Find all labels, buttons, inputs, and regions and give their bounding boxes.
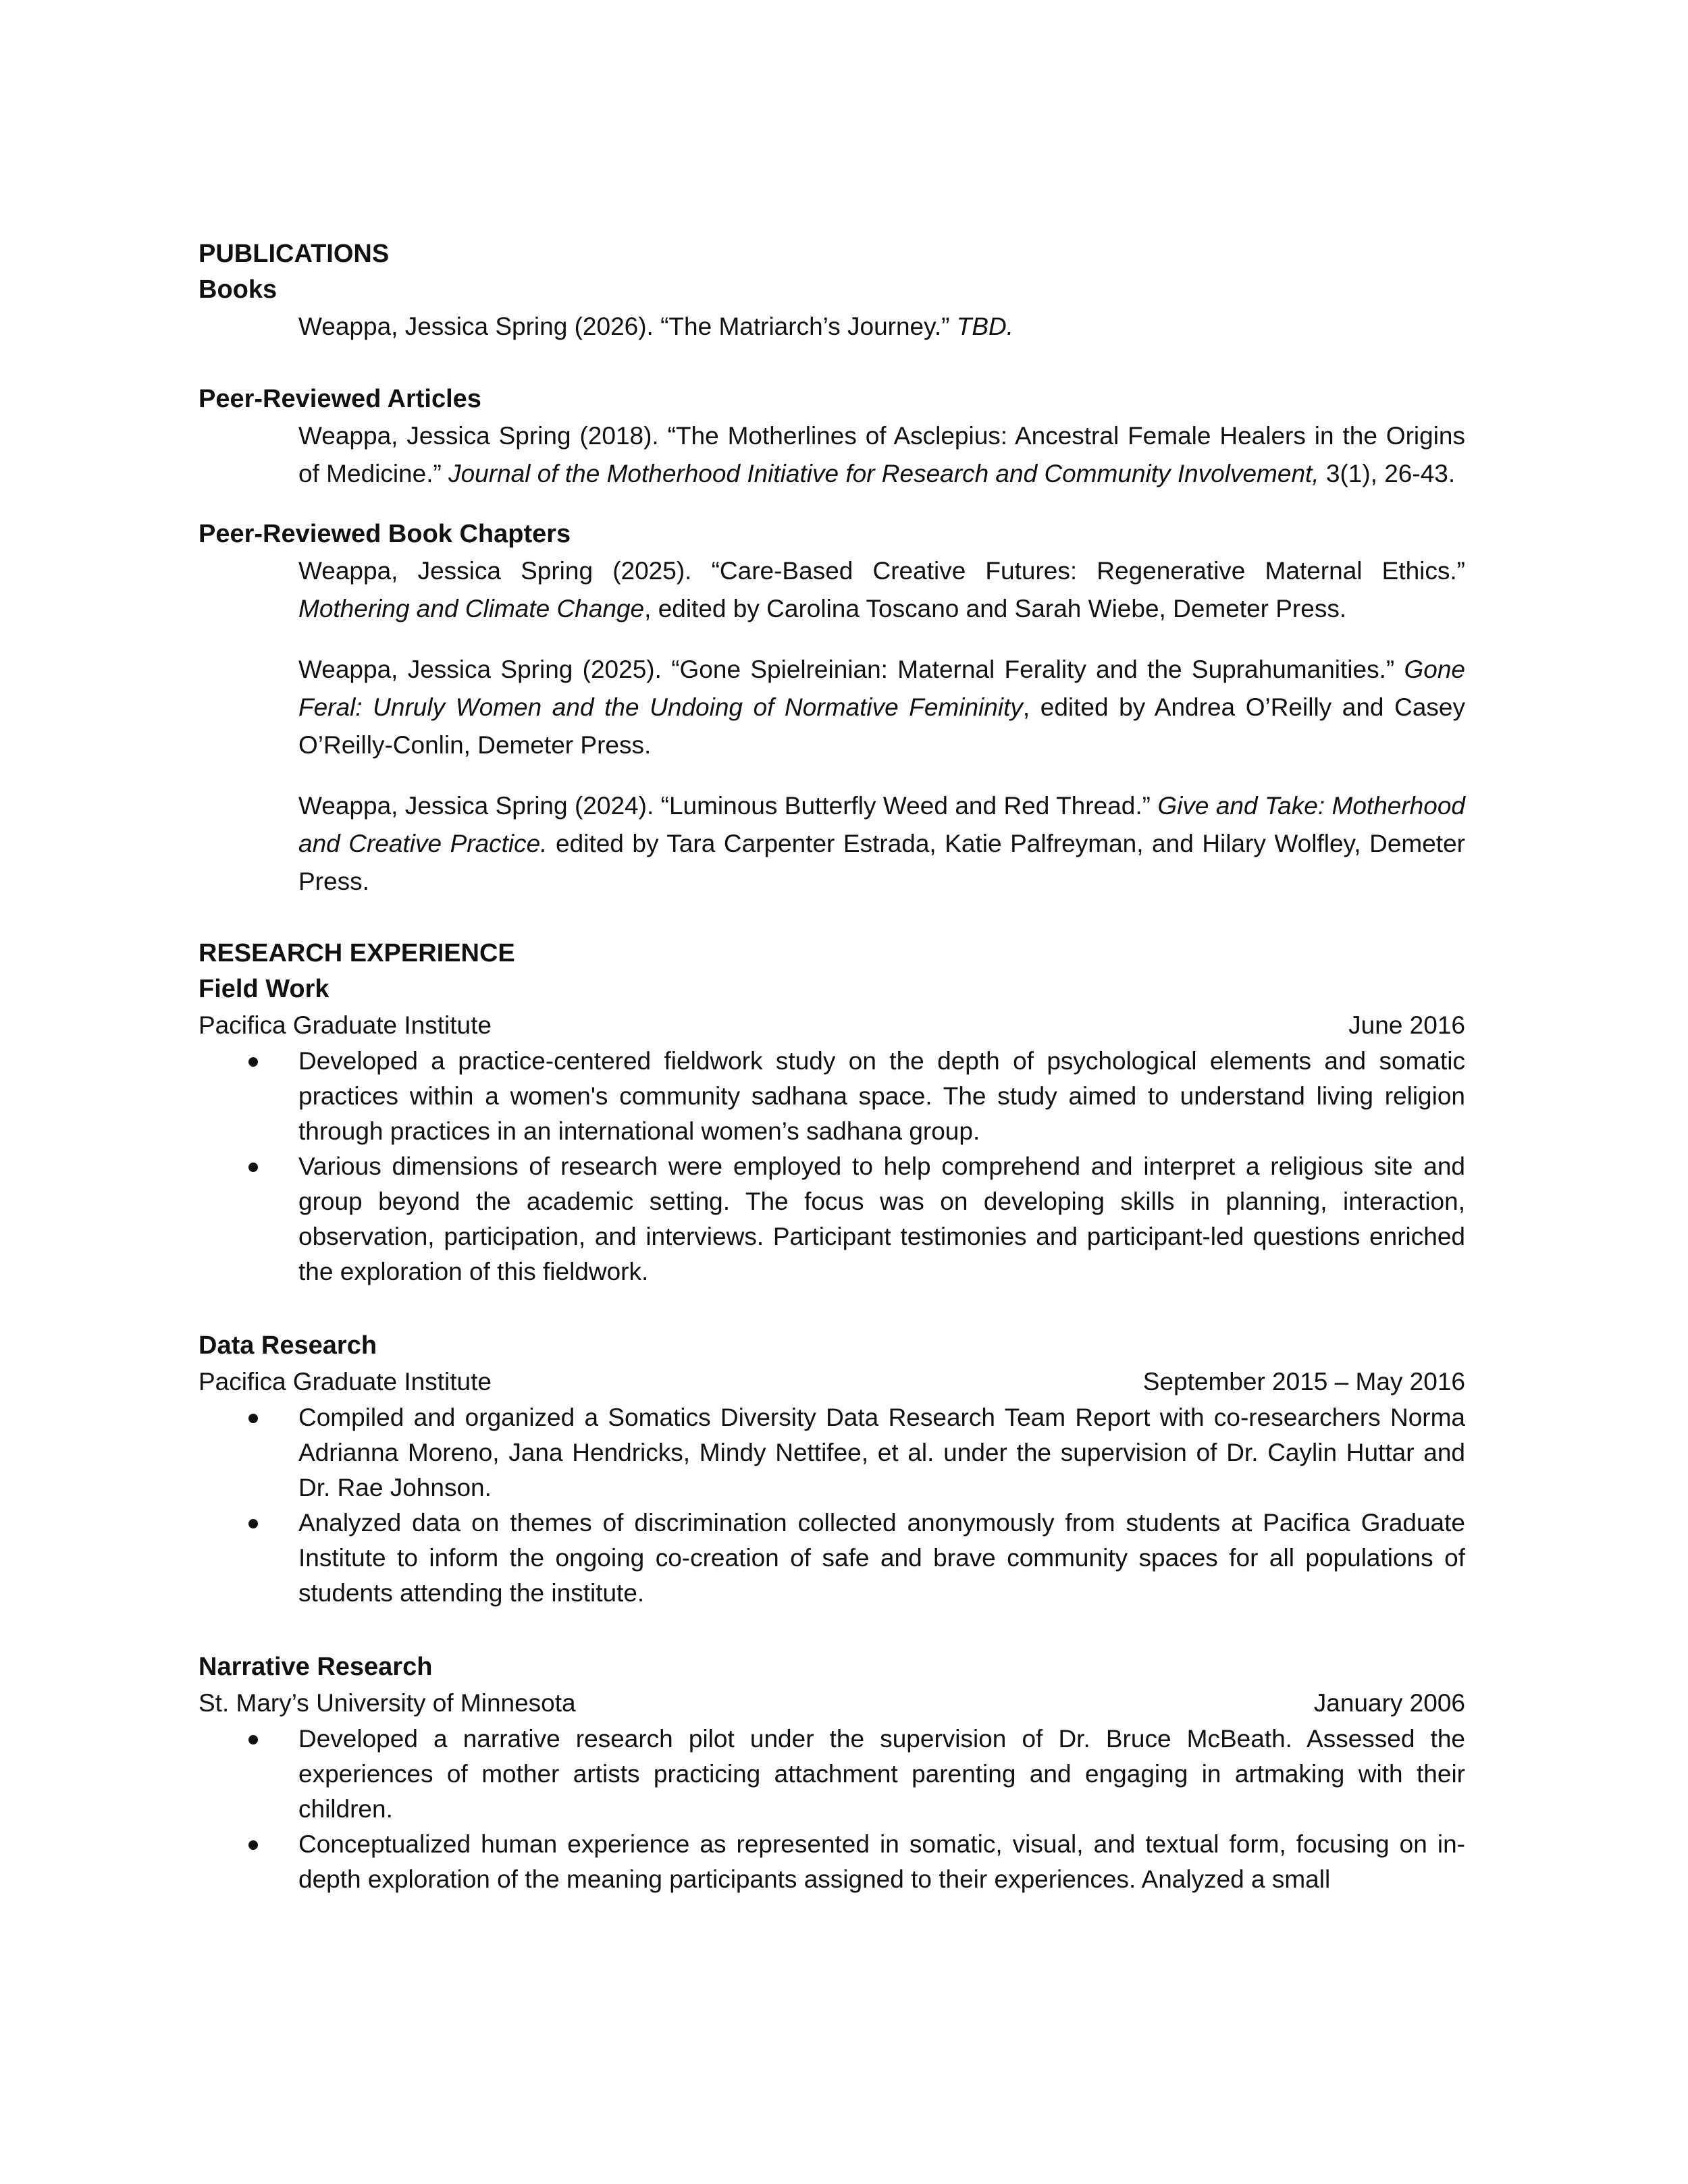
list-item: Analyzed data on themes of discrimination collected anonymously from students at Pacifica Graduate Institute to inform the ongoing co-creation of safe and brave community spaces for all populations of students attending the institute. (199, 1506, 1465, 1611)
chapter-entry: Weappa, Jessica Spring (2025). “Care-Based Creative Futures: Regenerative Maternal Ethics.” Mothering and Climate Change, edited by Carolina Toscano and Sarah Wiebe, Demeter Press. (298, 557, 1465, 622)
publications-heading: PUBLICATIONS (199, 240, 390, 268)
narrative-research-org-row (199, 1685, 1465, 1722)
bullet-icon (248, 1414, 258, 1423)
institution: Pacifica Graduate Institute (199, 1011, 492, 1039)
list-item: Conceptualized human experience as represented in somatic, visual, and textual form, focusing on in-depth exploration of the meaning participants assigned to their experiences. Analyzed a small (199, 1827, 1465, 1897)
data-research-org-row (199, 1364, 1465, 1400)
data-research-heading: Data Research (199, 1331, 377, 1360)
articles-heading: Peer-Reviewed Articles (199, 385, 481, 413)
narrative-research-heading: Narrative Research (199, 1653, 433, 1681)
date-range: January 2006 (1313, 1689, 1465, 1717)
bullet-icon (248, 1163, 258, 1172)
chapters-heading: Peer-Reviewed Book Chapters (199, 520, 571, 548)
date-range: June 2016 (1348, 1011, 1465, 1039)
research-heading: RESEARCH EXPERIENCE (199, 939, 515, 967)
list-item: Developed a narrative research pilot under the supervision of Dr. Bruce McBeath. Assessed the experiences of mother artists practicing attachment parenting and engaging in artmaking with their children. (199, 1722, 1465, 1827)
field-work-org-row (199, 1007, 1465, 1044)
date-range: September 2015 – May 2016 (1142, 1368, 1465, 1395)
list-item: Compiled and organized a Somatics Diversity Data Research Team Report with co-researchers Norma Adrianna Moreno, Jana Hendricks, Mindy Nettifee, et al. under the supervision of Dr. Caylin Huttar and Dr. Rae Johnson. (199, 1400, 1465, 1506)
data-research-bullets (199, 1400, 1465, 1611)
books-heading: Books (199, 275, 278, 304)
book-entry: Weappa, Jessica Spring (2026). “The Matriarch’s Journey.” TBD. (298, 313, 1014, 340)
field-work-heading: Field Work (199, 975, 329, 1003)
chapter-entry: Weappa, Jessica Spring (2024). “Luminous Butterfly Weed and Red Thread.” Give and Take: Motherhood and Creative Practice. edited by Tara Carpenter Estrada, Katie Palfreyman, and Hilary Wolfley, Demeter Press. (298, 792, 1465, 895)
chapter-entry: Weappa, Jessica Spring (2025). “Gone Spielreinian: Maternal Ferality and the Suprahumanities.” Gone Feral: Unruly Women and the Undoing of Normative Femininity, edited by Andrea O’Reilly and Casey O’Reilly-Conlin, Demeter Press. (298, 656, 1465, 759)
bullet-icon (248, 1519, 258, 1528)
bullet-icon (248, 1840, 258, 1850)
institution: St. Mary’s University of Minnesota (199, 1689, 576, 1717)
cv-content (199, 236, 1465, 1897)
bullet-icon (248, 1057, 258, 1067)
list-item: Developed a practice-centered fieldwork study on the depth of psychological elements and somatic practices within a women's community sadhana space. The study aimed to understand living religion through practices in an international women’s sadhana group. (199, 1044, 1465, 1149)
field-work-bullets (199, 1044, 1465, 1289)
article-entry: Weappa, Jessica Spring (2018). “The Motherlines of Asclepius: Ancestral Female Healers in the Origins of Medicine.” Journal of the Motherhood Initiative for Research and Community Involvement, 3(1), 26-43. (298, 422, 1465, 487)
institution: Pacifica Graduate Institute (199, 1368, 492, 1395)
list-item: Various dimensions of research were employed to help comprehend and interpret a religious site and group beyond the academic setting. The focus was on developing skills in planning, interaction, observation, participation, and interviews. Participant testimonies and participant-led questions enriched the exploration of this fieldwork. (199, 1149, 1465, 1289)
bullet-icon (248, 1735, 258, 1744)
narrative-research-bullets (199, 1722, 1465, 1897)
